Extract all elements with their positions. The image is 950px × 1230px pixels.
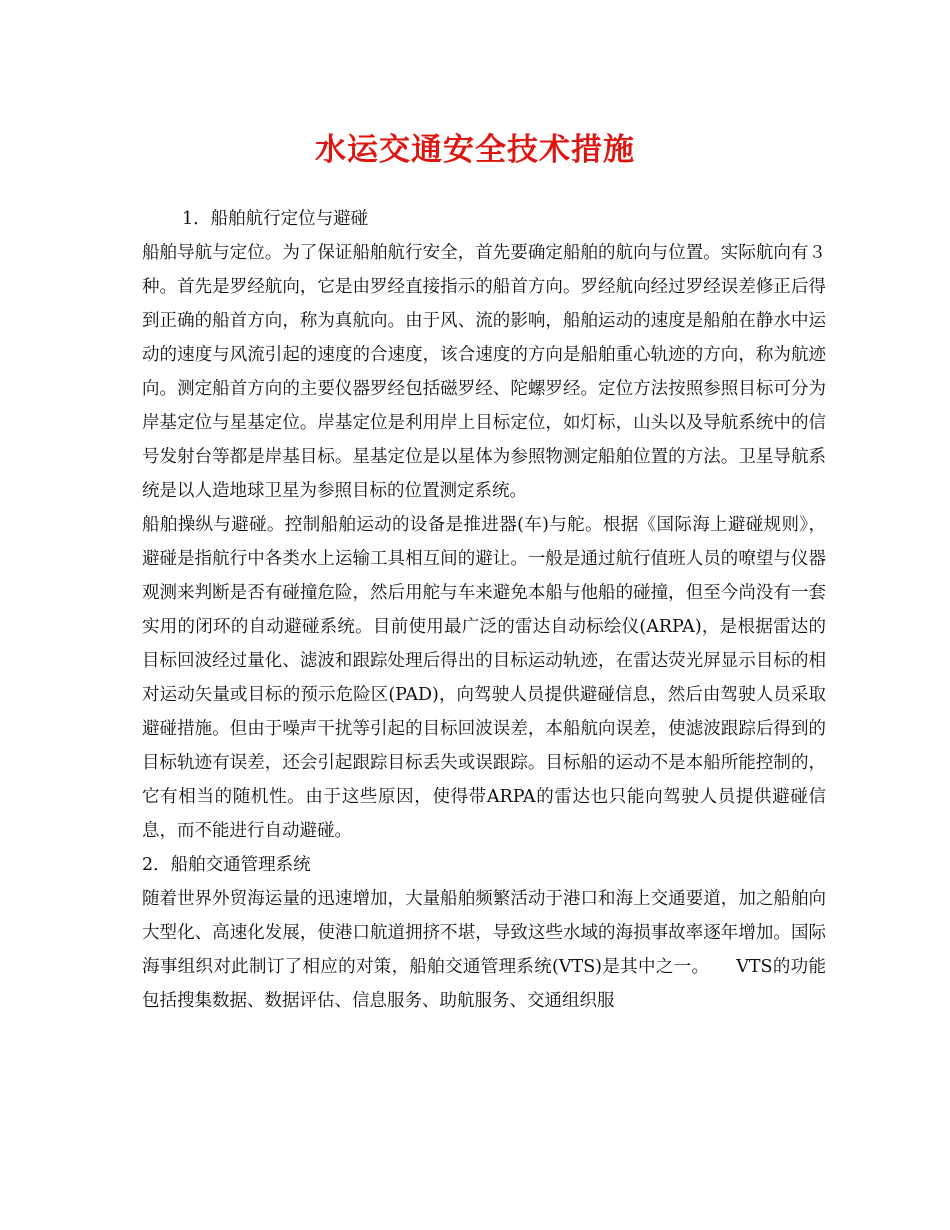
document-body: [142, 202, 826, 1018]
paragraph-vts: 随着世界外贸海运量的迅速增加，大量船舶频繁活动于港口和海上交通要道，加之船舶向大型化、高速化发展，使港口航道拥挤不堪，导致这些水域的海损事故率逐年增加。国际海事组织对此制订了相应的对策，船舶交通管理系统(VTS)是其中之一。 VTS的功能包括搜集数据、数据评估、信息服务、助航服务、交通组织服: [142, 889, 826, 1011]
section-heading-1: 1．船舶航行定位与避碰: [182, 209, 369, 229]
paragraph-navigation-positioning: 船舶导航与定位。为了保证船舶航行安全，首先要确定船舶的航向与位置。实际航向有３种。首先是罗经航向，它是由罗经直接指示的船首方向。罗经航向经过罗经误差修正后得到正确的船首方向，称为真航向。由于风、流的影响，船舶运动的速度是船舶在静水中运动的速度与风流引起的速度的合速度，该合速度的方向是船舶重心轨迹的方向，称为航迹向。测定船首方向的主要仪器罗经包括磁罗经、陀螺罗经。定位方法按照参照目标可分为岸基定位与星基定位。岸基定位是利用岸上目标定位，如灯标，山头以及导航系统中的信号发射台等都是岸基目标。星基定位是以星体为参照物测定船舶位置的方法。卫星导航系统是以人造地球卫星为参照目标的位置测定系统。: [142, 243, 826, 501]
document-title: 水运交通安全技术措施: [315, 132, 635, 168]
section-heading-2: 2．船舶交通管理系统: [142, 855, 311, 875]
paragraph-maneuvering-collision-avoidance: 船舶操纵与避碰。控制船舶运动的设备是推进器(车)与舵。根据《国际海上避碰规则》，避碰是指航行中各类水上运输工具相互间的避让。一般是通过航行值班人员的嘹望与仪器观测来判断是否有碰撞危险，然后用舵与车来避免本船与他船的碰撞，但至今尚没有一套实用的闭环的自动避碰系统。目前使用最广泛的雷达自动标绘仪(ARPA)，是根据雷达的目标回波经过量化、滤波和跟踪处理后得出的目标运动轨迹，在雷达荧光屏显示目标的相对运动矢量或目标的预示危险区(PAD)，向驾驶人员提供避碰信息，然后由驾驶人员采取避碰措施。但由于噪声干扰等引起的目标回波误差，本船航向误差，使滤波跟踪后得到的目标轨迹有误差，还会引起跟踪目标丢失或误跟踪。目标船的运动不是本船所能控制的，它有相当的随机性。由于这些原因，使得带ARPA的雷达也只能向驾驶人员提供避碰信息，而不能进行自动避碰。: [142, 515, 826, 841]
